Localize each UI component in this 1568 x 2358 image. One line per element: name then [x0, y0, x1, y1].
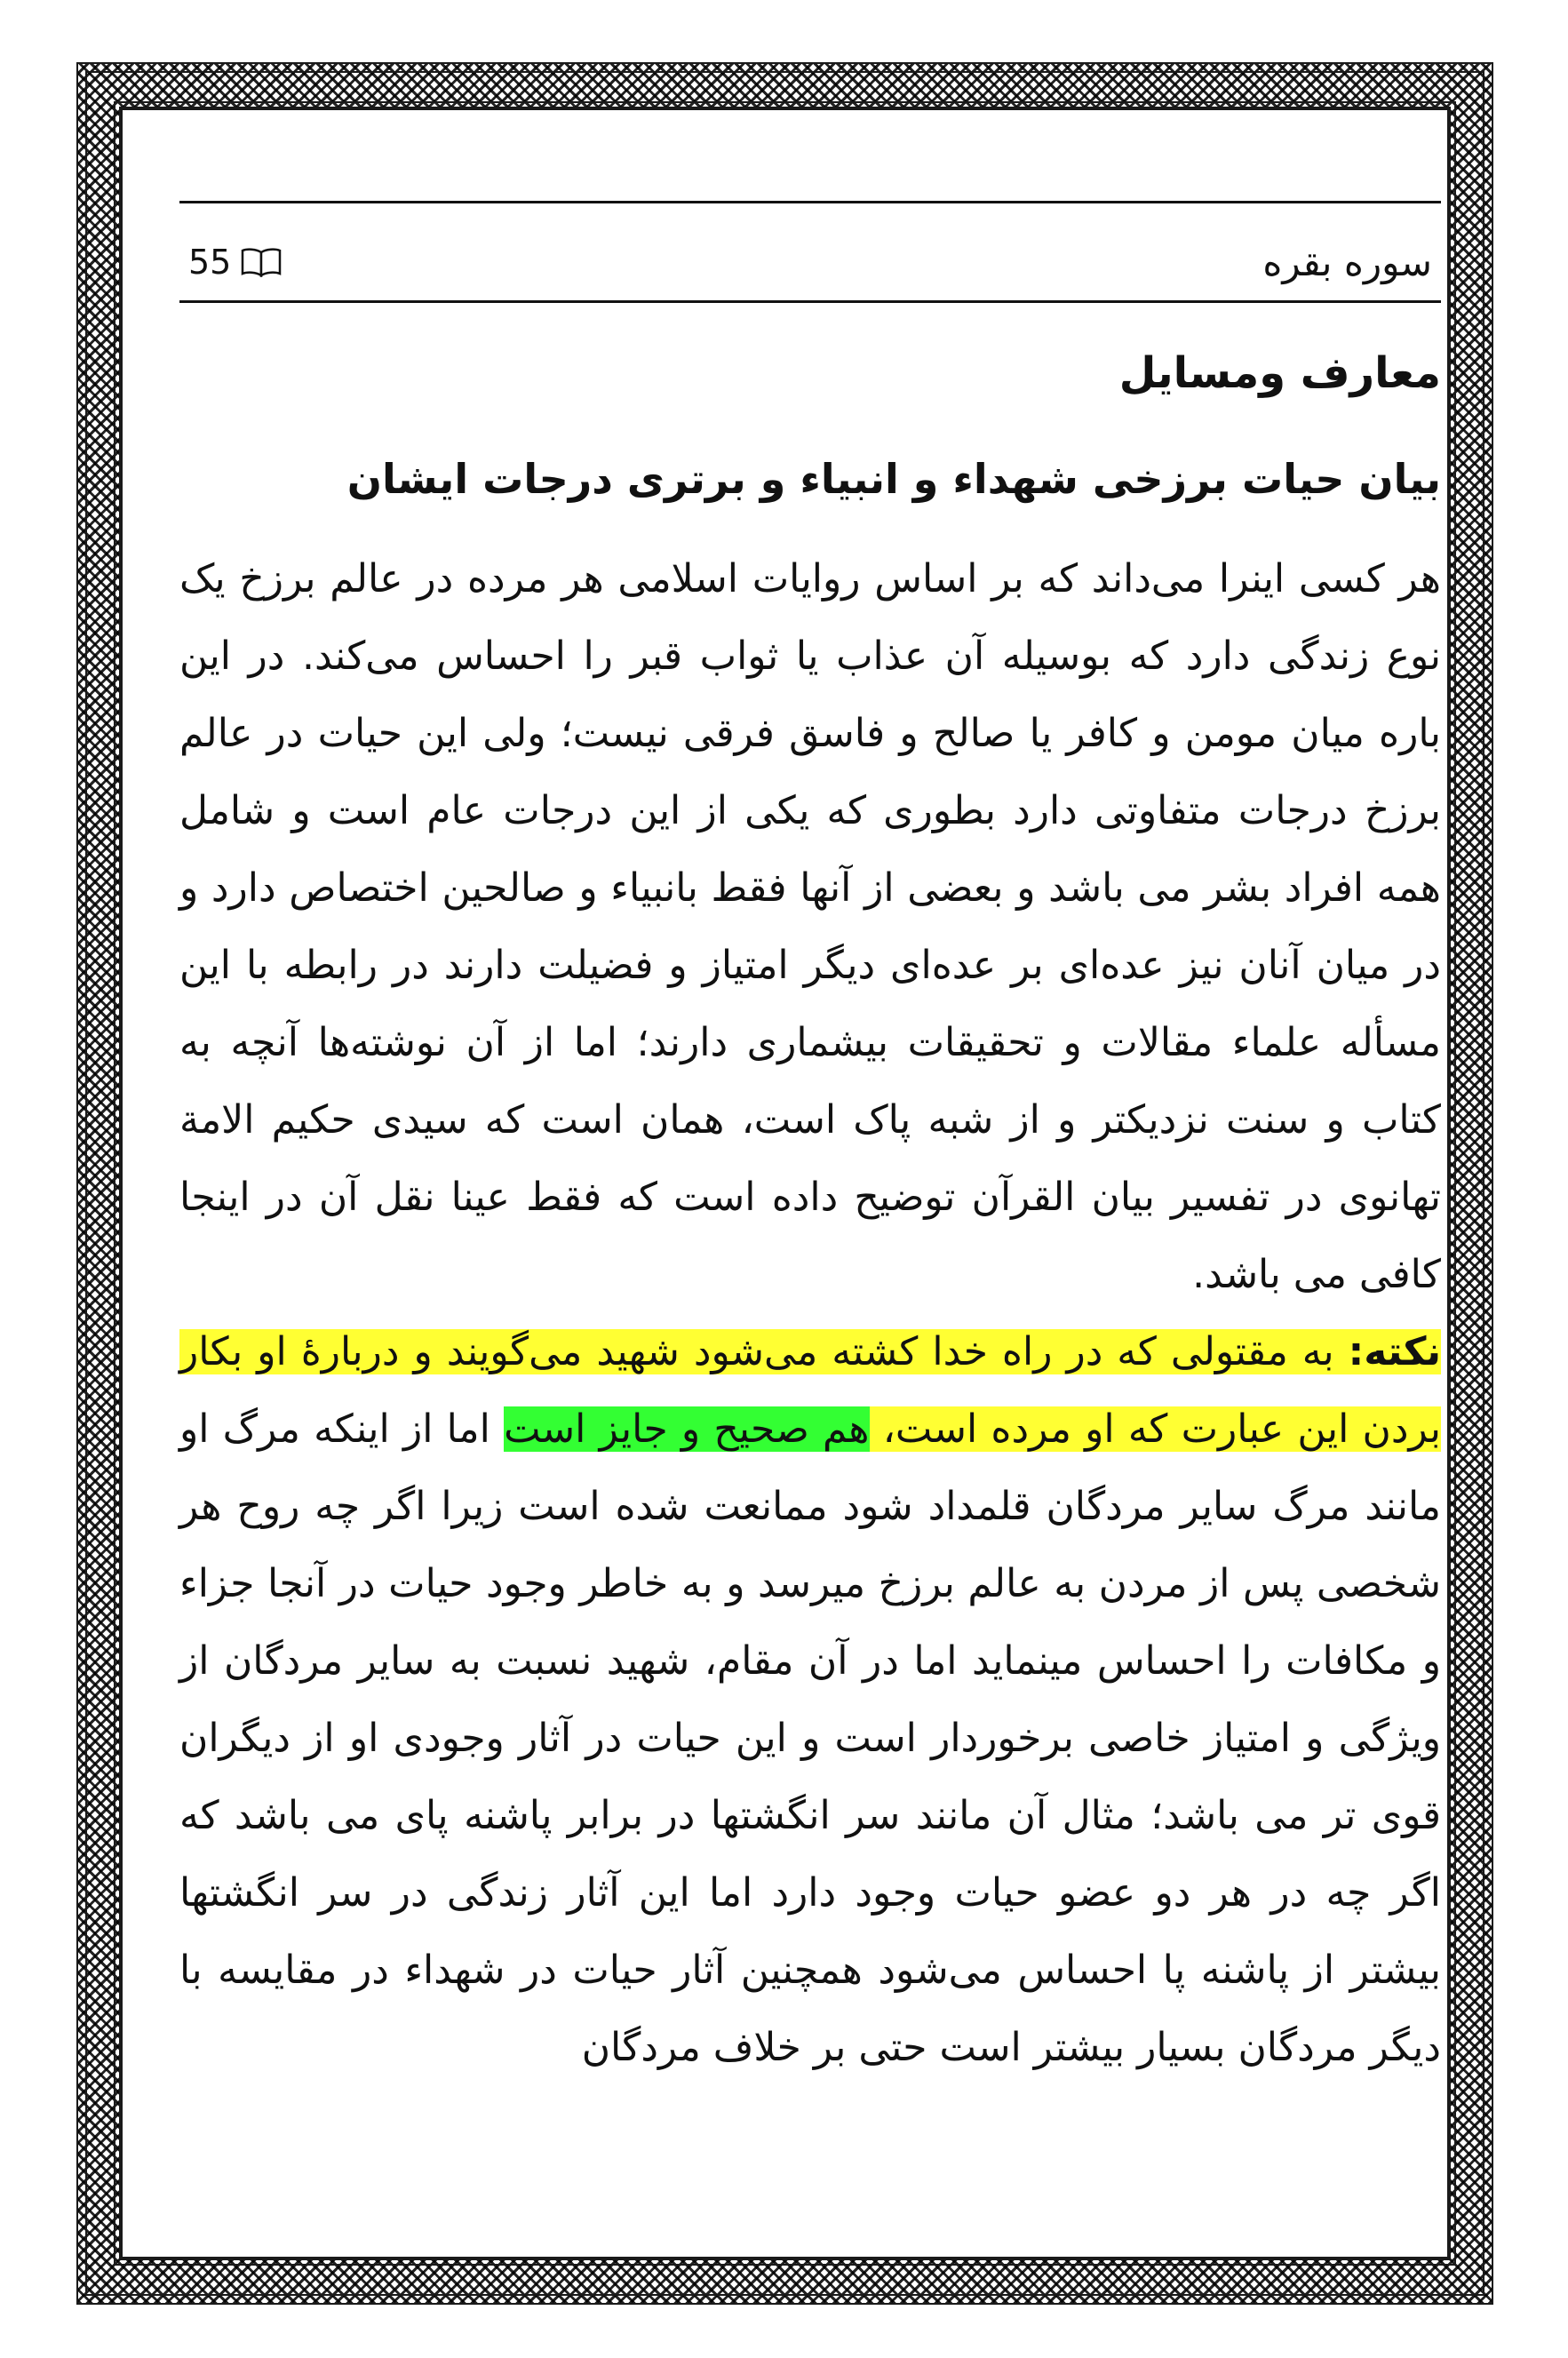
page-number: 55 [188, 243, 232, 282]
book-icon [240, 247, 283, 277]
note-paragraph [179, 1313, 1441, 2086]
section-title: معارف ومسایل [1118, 348, 1441, 398]
page-content [179, 195, 1441, 2239]
header-rule-bottom [179, 300, 1441, 303]
body-text [179, 540, 1441, 2086]
page-number-group [179, 243, 283, 282]
surah-name: سوره بقره [1262, 240, 1432, 284]
paragraph-1: هر کسی اینرا می‌داند که بر اساس روایات اسلامی هر مرده در عالم برزخ یک نوع زندگی دارد که بوسیله آن عذاب یا ثواب قبر را احساس می‌کند. در این باره میان مومن و کافر یا صالح و فاسق فرقی نیست؛ ولی این حیات در عالم برزخ درجات متفاوتی دارد بطوری که یکی از این درجات عام است و شامل همه افراد بشر می باشد و بعضی از آنها فقط بانبیاء و صالحین اختصاص دارد و در میان آنان نیز عده‌ای بر عده‌ای دیگر امتیاز و فضیلت دارند در رابطه با این مسأله علماء مقالات و تحقیقات بیشماری دارند؛ اما از آن نوشته‌ها آنچه به کتاب و سنت نزدیکتر و از شبه پاک است، همان است که سیدی حکیم الامة تهانوی در تفسیر بیان القرآن توضیح داده است که فقط عینا نقل آن در اینجا کافی می باشد. [179, 556, 1441, 1297]
note-rest: اما از اینکه مرگ او مانند مرگ سایر مردگان قلمداد شود ممانعت شده است زیرا اگر چه روح هر شخصی پس از مردن به عالم برزخ میرسد و به خاطر وجود حیات در آنجا جزاء و مکافات را احساس مینماید اما در آن مقام، شهید نسبت به سایر مردگان از ویژگی و امتیاز خاصی برخوردار است و این حیات در آثار وجودی او از دیگران قوی تر می باشد؛ مثال آن مانند سر انگشتها در برابر پاشنه پای می باشد که اگر چه در هر دو عضو حیات وجود دارد اما این آثار زندگی در سر انگشتها بیشتر از پاشنه پا احساس می‌شود همچنین آثار حیات در شهداء در مقایسه با دیگر مردگان بسیار بیشتر است حتی بر خلاف مردگان [179, 1406, 1441, 2070]
note-highlighted-green: هم صحیح و جایز است [504, 1406, 870, 1452]
subtitle: بیان حیات برزخی شهداء و انبیاء و برتری درجات ایشان [346, 455, 1441, 503]
note-highlighted-yellow: به مقتولی که در راه خدا کشته می‌شود شهید می‌گویند و دربارهٔ او بکار بردن این عبارت که او مرده است، [179, 1329, 1441, 1452]
header-rule-top [179, 201, 1441, 203]
note-label: نکته: [1348, 1329, 1441, 1374]
running-header [179, 231, 1441, 293]
